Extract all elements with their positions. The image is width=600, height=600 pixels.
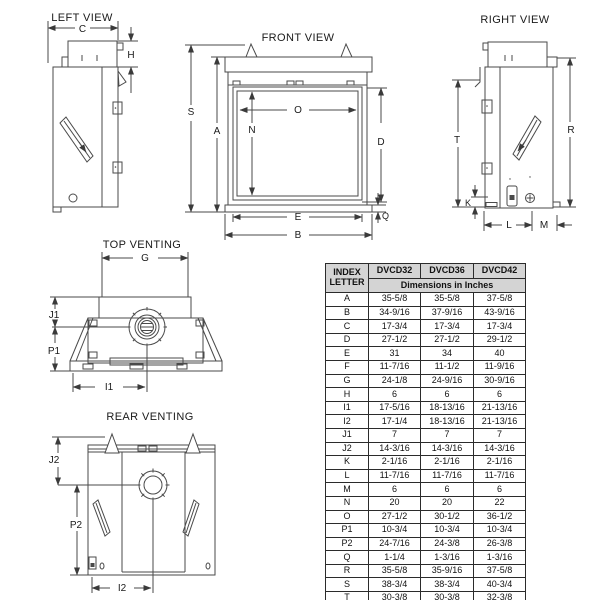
top-venting-drawing	[30, 235, 275, 405]
dim-label-i1: I1	[104, 382, 114, 393]
dimension-value-cell: 37-5/8	[474, 293, 526, 307]
top-venting-title: TOP VENTING	[102, 239, 182, 251]
dimension-value-cell: 17-1/4	[369, 415, 421, 429]
index-letter-cell: J2	[326, 442, 369, 456]
dimension-value-cell: 2-1/16	[421, 456, 474, 470]
dimension-value-cell: 21-13/16	[474, 415, 526, 429]
table-row	[326, 564, 526, 578]
dimension-value-cell: 7	[474, 428, 526, 442]
left-view-drawing	[20, 5, 180, 230]
dimension-value-cell: 18-13/16	[421, 401, 474, 415]
model-header-dvcd32: DVCD32	[369, 264, 421, 279]
index-letter-line2: LETTER	[329, 277, 365, 287]
dimension-value-cell: 37-9/16	[421, 306, 474, 320]
dimension-value-cell: 11-7/16	[369, 360, 421, 374]
index-letter-cell: A	[326, 293, 369, 307]
table-row	[326, 306, 526, 320]
left-view-title: LEFT VIEW	[51, 12, 113, 24]
index-letter-cell: T	[326, 592, 369, 600]
dimension-value-cell: 10-3/4	[421, 524, 474, 538]
index-letter-cell: Q	[326, 551, 369, 565]
dimension-value-cell: 7	[369, 428, 421, 442]
dimension-value-cell: 2-1/16	[369, 456, 421, 470]
dimension-value-cell: 6	[369, 483, 421, 497]
index-letter-cell: K	[326, 456, 369, 470]
dim-label-q: Q	[382, 211, 390, 221]
dimension-value-cell: 29-1/2	[474, 333, 526, 347]
dimension-value-cell: 20	[421, 496, 474, 510]
rear-venting-drawing	[30, 405, 275, 600]
right-view-drawing	[430, 5, 600, 245]
index-letter-cell: F	[326, 360, 369, 374]
table-row	[326, 388, 526, 402]
index-letter-cell: O	[326, 510, 369, 524]
table-row	[326, 469, 526, 483]
dimension-value-cell: 2-1/16	[474, 456, 526, 470]
rear-venting-geometry	[52, 434, 215, 593]
dimension-value-cell: 17-5/16	[369, 401, 421, 415]
dimension-value-cell: 10-3/4	[369, 524, 421, 538]
dim-label-s: S	[187, 107, 195, 118]
dimension-value-cell: 24-3/8	[421, 537, 474, 551]
dimension-value-cell: 18-13/16	[421, 415, 474, 429]
dimension-value-cell: 34-9/16	[369, 306, 421, 320]
dimension-value-cell: 24-7/16	[369, 537, 421, 551]
dimension-value-cell: 21-13/16	[474, 401, 526, 415]
table-row	[326, 360, 526, 374]
table-row	[326, 496, 526, 510]
index-letter-cell: H	[326, 388, 369, 402]
dimension-value-cell: 6	[421, 388, 474, 402]
dimension-value-cell: 14-3/16	[474, 442, 526, 456]
dimension-value-cell: 1-3/16	[421, 551, 474, 565]
rear-venting-title: REAR VENTING	[106, 411, 194, 423]
index-letter-cell: J1	[326, 428, 369, 442]
right-view	[430, 5, 600, 245]
model-header-dvcd42: DVCD42	[474, 264, 526, 279]
front-view	[175, 25, 405, 240]
dimension-value-cell: 24-9/16	[421, 374, 474, 388]
dim-label-j2: J2	[48, 455, 60, 466]
dimension-value-cell: 6	[474, 483, 526, 497]
dim-label-g: G	[141, 253, 149, 264]
dimension-value-cell: 11-7/16	[474, 469, 526, 483]
dimension-value-cell: 11-7/16	[421, 469, 474, 483]
table-row	[326, 374, 526, 388]
dim-label-r: R	[567, 125, 575, 136]
table-row	[326, 456, 526, 470]
rear-venting-view	[30, 405, 275, 600]
dimension-value-cell: 36-1/2	[474, 510, 526, 524]
model-header-dvcd36: DVCD36	[421, 264, 474, 279]
table-row	[326, 428, 526, 442]
dimension-value-cell: 38-3/4	[421, 578, 474, 592]
dimension-value-cell: 17-3/4	[421, 320, 474, 334]
dim-label-o: O	[294, 105, 302, 116]
index-letter-cell: L	[326, 469, 369, 483]
dimension-value-cell: 20	[369, 496, 421, 510]
table-row	[326, 442, 526, 456]
dimension-value-cell: 17-3/4	[474, 320, 526, 334]
table-row	[326, 293, 526, 307]
table-row	[326, 510, 526, 524]
dimension-value-cell: 11-7/16	[369, 469, 421, 483]
dim-label-c: C	[78, 24, 87, 35]
dimension-value-cell: 6	[369, 388, 421, 402]
dimension-value-cell: 10-3/4	[474, 524, 526, 538]
right-view-title: RIGHT VIEW	[480, 14, 550, 26]
dimension-value-cell: 30-1/2	[421, 510, 474, 524]
index-letter-cell: E	[326, 347, 369, 361]
index-letter-line1: INDEX	[333, 267, 361, 278]
dimension-value-cell: 14-3/16	[369, 442, 421, 456]
front-view-title: FRONT VIEW	[261, 32, 335, 44]
table-row	[326, 347, 526, 361]
index-letter-cell: B	[326, 306, 369, 320]
dimension-value-cell: 38-3/4	[369, 578, 421, 592]
dimension-value-cell: 31	[369, 347, 421, 361]
index-letter-cell: I1	[326, 401, 369, 415]
table-row	[326, 578, 526, 592]
dimension-value-cell: 1-1/4	[369, 551, 421, 565]
left-view	[20, 5, 180, 230]
dim-label-p1: P1	[47, 346, 61, 357]
dimension-value-cell: 34	[421, 347, 474, 361]
dimension-value-cell: 30-3/8	[369, 592, 421, 600]
index-letter-cell: R	[326, 564, 369, 578]
dimension-value-cell: 6	[421, 483, 474, 497]
dimension-value-cell: 24-1/8	[369, 374, 421, 388]
left-view-geometry	[48, 21, 138, 212]
dim-label-t: T	[453, 135, 461, 146]
dimension-value-cell: 7	[421, 428, 474, 442]
dimension-value-cell: 35-9/16	[421, 564, 474, 578]
table-row	[326, 320, 526, 334]
dim-label-l: L	[506, 220, 512, 231]
index-letter-cell: D	[326, 333, 369, 347]
dim-label-n: N	[248, 125, 256, 136]
dimension-value-cell: 35-5/8	[369, 293, 421, 307]
dimension-value-cell: 14-3/16	[421, 442, 474, 456]
table-row	[326, 592, 526, 600]
dim-label-p2: P2	[69, 520, 83, 531]
front-view-drawing	[175, 25, 405, 240]
index-letter-cell: M	[326, 483, 369, 497]
dimension-value-cell: 27-1/2	[369, 510, 421, 524]
table-row	[326, 537, 526, 551]
dimension-value-cell: 11-1/2	[421, 360, 474, 374]
dimension-value-cell: 6	[474, 388, 526, 402]
top-venting-geometry	[47, 252, 222, 392]
index-letter-header	[326, 264, 369, 293]
table-row	[326, 551, 526, 565]
table-row	[326, 524, 526, 538]
table-row	[326, 401, 526, 415]
dimension-value-cell: 40-3/4	[474, 578, 526, 592]
dim-label-b: B	[294, 230, 302, 240]
index-letter-cell: P1	[326, 524, 369, 538]
dim-label-i2: I2	[117, 583, 127, 594]
index-letter-cell: S	[326, 578, 369, 592]
dimension-table-body	[326, 293, 526, 600]
dimension-value-cell: 32-3/8	[474, 592, 526, 600]
dimensions-subheader: Dimensions in Inches	[369, 279, 526, 293]
index-letter-cell: P2	[326, 537, 369, 551]
table-row	[326, 483, 526, 497]
dimension-value-cell: 37-5/8	[474, 564, 526, 578]
dimension-value-cell: 27-1/2	[421, 333, 474, 347]
dim-label-d: D	[377, 137, 385, 148]
dimension-value-cell: 22	[474, 496, 526, 510]
table-row	[326, 333, 526, 347]
dimension-value-cell: 17-3/4	[369, 320, 421, 334]
dimension-value-cell: 30-3/8	[421, 592, 474, 600]
dim-label-j1: J1	[48, 310, 60, 321]
index-letter-cell: G	[326, 374, 369, 388]
top-venting-view	[30, 235, 275, 405]
dim-label-a: A	[213, 126, 221, 137]
dim-label-m: M	[539, 220, 549, 231]
dim-label-k: K	[464, 198, 472, 208]
dimensions-table	[325, 263, 526, 600]
front-view-geometry	[185, 44, 390, 240]
dim-label-e: E	[294, 212, 302, 223]
dimension-value-cell: 35-5/8	[369, 564, 421, 578]
dimension-value-cell: 40	[474, 347, 526, 361]
index-letter-cell: I2	[326, 415, 369, 429]
dimension-value-cell: 11-9/16	[474, 360, 526, 374]
dimension-value-cell: 35-5/8	[421, 293, 474, 307]
dimension-value-cell: 1-3/16	[474, 551, 526, 565]
index-letter-cell: N	[326, 496, 369, 510]
dimension-value-cell: 27-1/2	[369, 333, 421, 347]
dimension-value-cell: 26-3/8	[474, 537, 526, 551]
dim-label-h: H	[127, 50, 135, 61]
index-letter-cell: C	[326, 320, 369, 334]
dimension-value-cell: 43-9/16	[474, 306, 526, 320]
dimension-value-cell: 30-9/16	[474, 374, 526, 388]
table-row	[326, 415, 526, 429]
